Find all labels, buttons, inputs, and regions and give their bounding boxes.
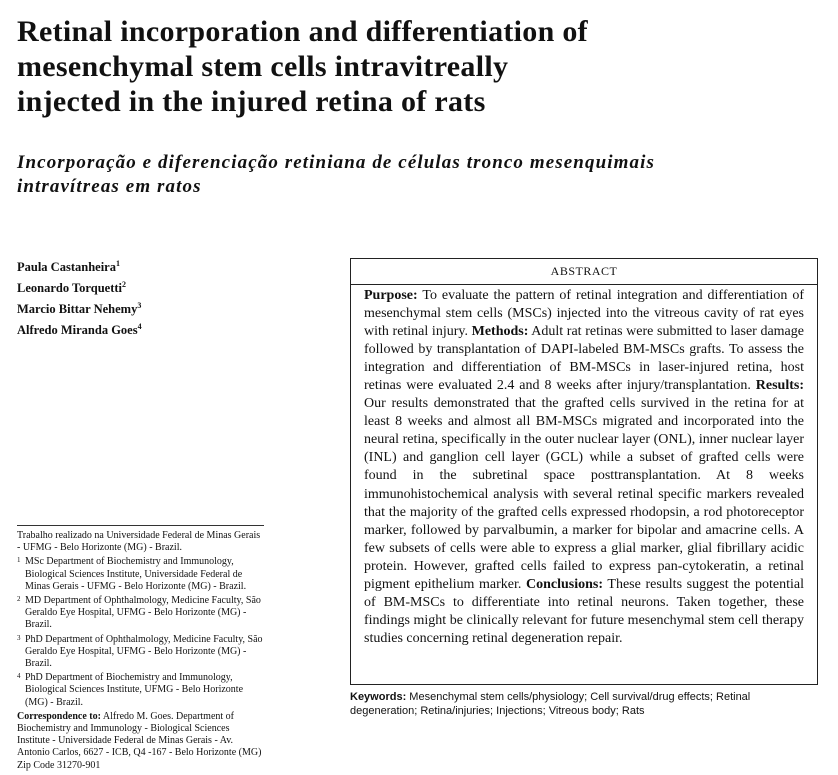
author-name: Marcio Bittar Nehemy (17, 302, 138, 317)
affiliations-footnote (17, 525, 264, 774)
abstract-body (351, 285, 817, 648)
affiliation-note (17, 556, 264, 593)
affiliation-text: MSc Department of Biochemistry and Immunology, Biological Sciences Institute, Universidade Federal de Minas Gerais - UFMG - Belo Horizonte (MG) - Brazil. (25, 556, 247, 592)
conclusions-label: Conclusions: (526, 576, 604, 592)
affiliation-mark: 2 (17, 595, 21, 604)
author-name: Alfredo Miranda Goes (17, 323, 138, 338)
author-name: Paula Castanheira (17, 260, 116, 275)
author-affiliation-mark: 4 (137, 322, 142, 332)
affiliation-note (17, 595, 264, 632)
affiliation-note (17, 672, 264, 709)
results-text: Our results demonstrated that the grafted cells survived in the retina for at least 8 weeks and almost all BM-MSCs migrated and incorporated into the neural retina, specifically in the outer nuclear layer (ONL), inner nuclear layer (INL) and ganglion cell layer (GCL) while a subset of grafted cells were found in the subretinal space posttransplantation. At 8 weeks immunohistochemical analysis with several retinal specific markers revealed that the majority of the grafted cells expressed rhodopsin, a rod photoreceptor marker, followed by parvalbumin, a marker for bipolar and amacrine cells. A few subsets of cells were able to express a glial marker, glial fibrillary acidic protein. However, grafted cells failed to express pan-cytokeratin, a retinal pigment epithelium marker. (364, 396, 804, 592)
author-name: Leonardo Torquetti (17, 281, 122, 296)
abstract-box (350, 258, 818, 685)
affiliation-text: PhD Department of Biochemistry and Immunology, Biological Sciences Institute, UFMG - Belo Horizonte (MG) - Brazil. (25, 672, 244, 708)
affiliation-note (17, 634, 264, 671)
author (17, 276, 217, 297)
purpose-label: Purpose: (364, 288, 418, 303)
author-list (17, 255, 217, 340)
correspondence-text: Alfredo M. Goes. Department of Biochemistry and Immunology - Biological Sciences Institute - Universidade Federal de Minas Gerais - Av. Antonio Carlos, 6627 - ICB, Q4 -167 - Belo Horizonte (MG) Zip Code 31270-901 (17, 710, 262, 771)
keywords (350, 690, 820, 718)
abstract-heading: ABSTRACT (351, 259, 817, 285)
methods-text: Adult rat retinas were submitted to laser damage followed by transplantation of DAPI-labeled BM-MSCs grafts. To assess the integration and differentiation of BM-MSCs in laser-injured retina, host retinas were evaluated 2.4 and 8 weeks after injury/transplantation. (364, 324, 804, 394)
conclusions-text: These results suggest the potential of BM-MSCs to differentiate into retinal neurons. Taken together, these findings might be clinically relevant for future mesenchymal stem cell therapy studies concerning retinal degeneration repair. (364, 576, 804, 646)
methods-label: Methods: (471, 324, 529, 340)
article-subtitle-portuguese: Incorporação e diferenciação retiniana de células tronco mesenquimais intravítreas em ratos (17, 152, 655, 197)
affiliation-mark: 1 (17, 556, 21, 565)
article-title: Retinal incorporation and differentiation of mesenchymal stem cells intravitreally injected in the injured retina of rats (17, 15, 588, 118)
author-affiliation-mark: 3 (137, 301, 142, 311)
affiliation-mark: 3 (17, 633, 21, 642)
correspondence-label: Correspondence to: (17, 710, 101, 722)
institution-note: Trabalho realizado na Universidade Federal de Minas Gerais - UFMG - Belo Horizonte (MG) - Brazil. (17, 530, 261, 554)
affiliation-mark: 4 (17, 672, 21, 681)
results-label: Results: (755, 378, 804, 394)
affiliation-text: PhD Department of Ophthalmology, Medicine Faculty, São Geraldo Eye Hospital, UFMG - Belo Horizonte (MG) - Brazil. (25, 633, 263, 670)
author (17, 297, 217, 318)
correspondence-note (17, 711, 264, 772)
author (17, 318, 217, 339)
author-affiliation-mark: 2 (122, 280, 126, 290)
affiliation-text: MD Department of Ophthalmology, Medicine Faculty, São Geraldo Eye Hospital, UFMG - Belo Horizonte (MG) - Brazil. (25, 595, 261, 631)
author (17, 255, 217, 276)
keywords-label: Keywords: (350, 691, 407, 703)
keywords-text: Mesenchymal stem cells/physiology; Cell survival/drug effects; Retinal degeneration; Retina/injuries; Injections; Vitreous body; Rats (350, 691, 751, 717)
purpose-text: To evaluate the pattern of retinal integration and differentiation of mesenchymal stem cells (MSCs) injected into the vitreous cavity of rat eyes with retinal injury. (364, 288, 804, 340)
author-affiliation-mark: 1 (115, 259, 120, 268)
